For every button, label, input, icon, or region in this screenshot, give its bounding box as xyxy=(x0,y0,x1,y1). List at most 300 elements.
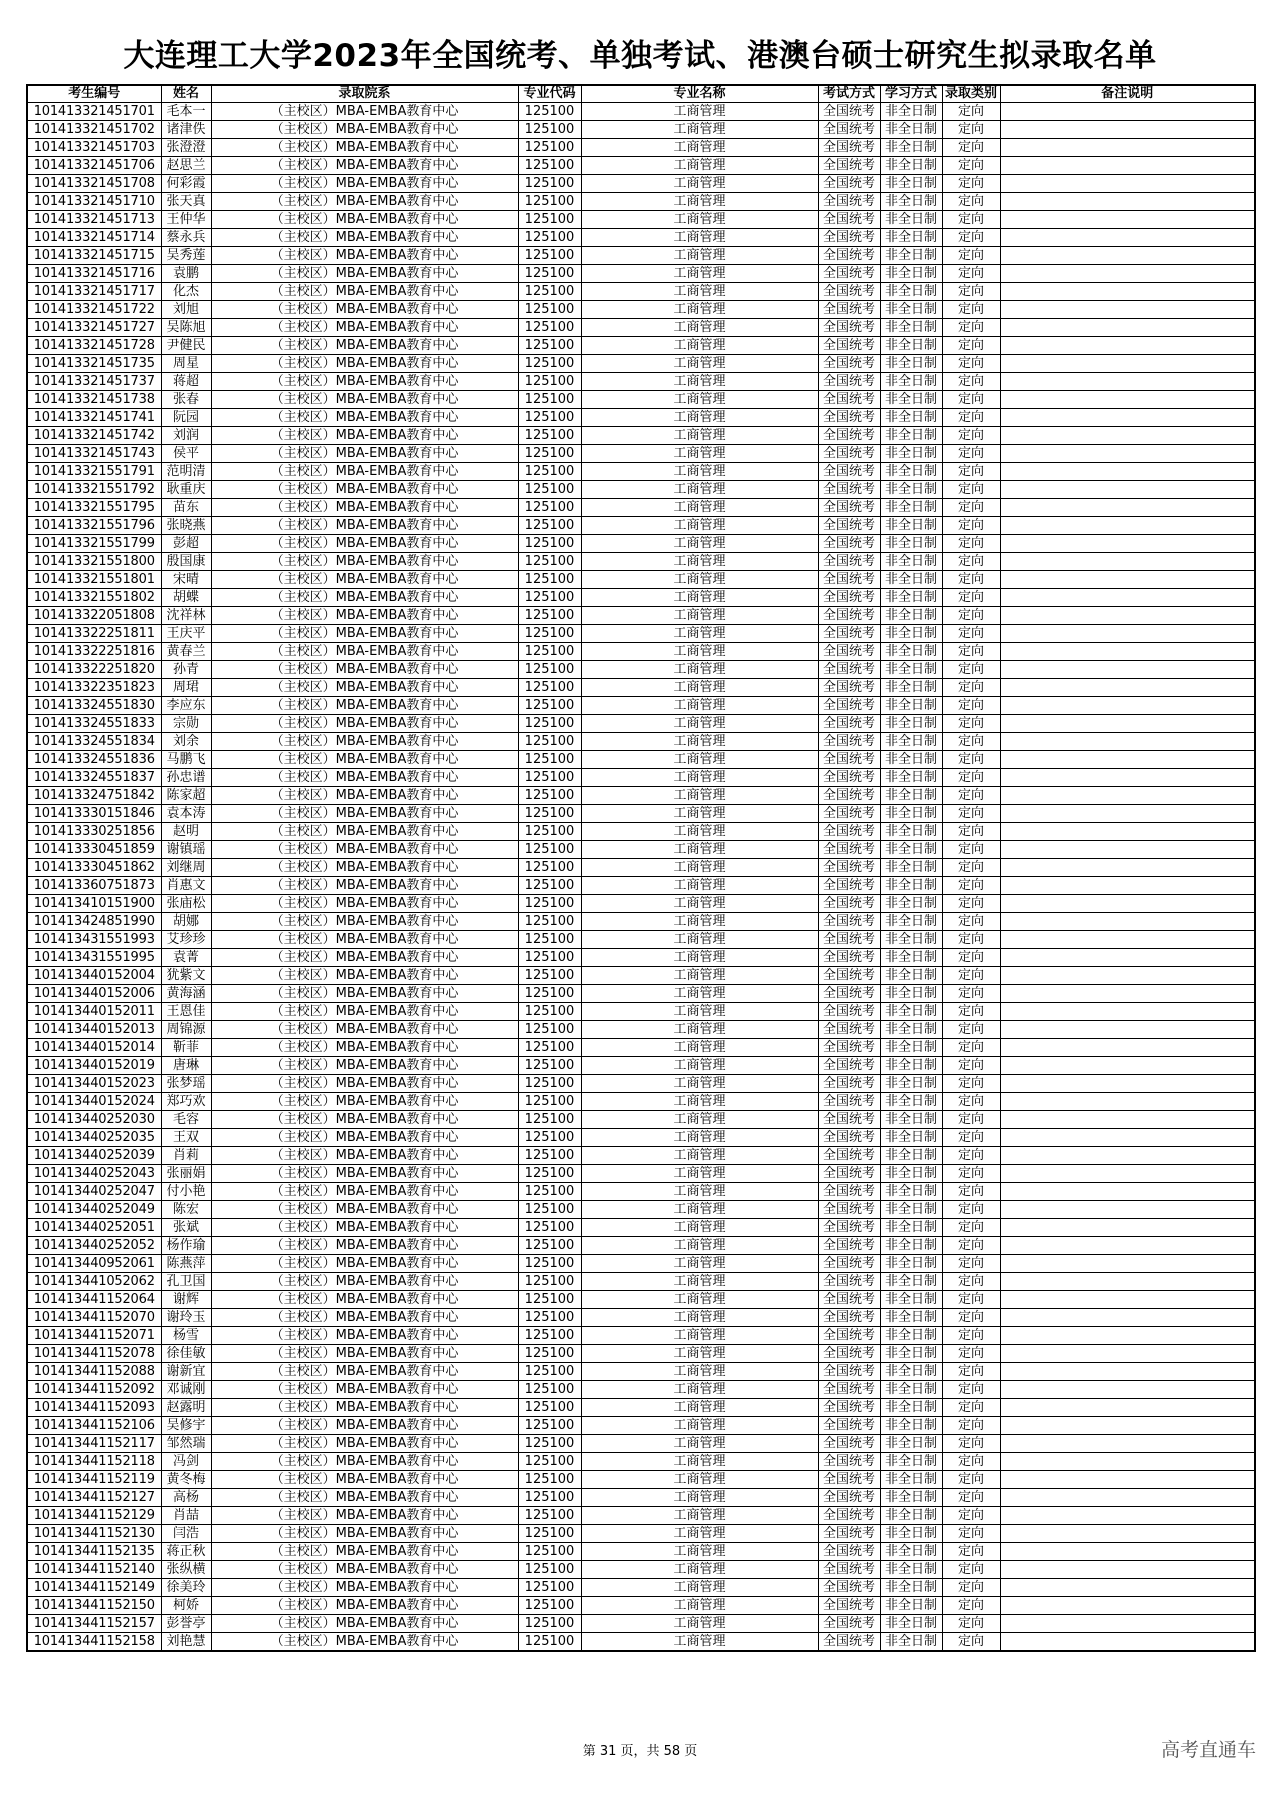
exam-type-cell: 全国统考 xyxy=(818,967,880,985)
exam-id-cell: 101413440252052 xyxy=(27,1237,161,1255)
name-cell: 刘艳慧 xyxy=(161,1633,211,1652)
exam-type-cell: 全国统考 xyxy=(818,301,880,319)
table-row xyxy=(27,949,1255,967)
table-row xyxy=(27,895,1255,913)
department-cell: （主校区）MBA-EMBA教育中心 xyxy=(211,895,518,913)
remarks-cell xyxy=(1000,193,1255,211)
major-name-cell: 工商管理 xyxy=(581,967,818,985)
department-cell: （主校区）MBA-EMBA教育中心 xyxy=(211,1165,518,1183)
major-code-cell: 125100 xyxy=(518,1021,581,1039)
major-name-cell: 工商管理 xyxy=(581,1507,818,1525)
exam-type-cell: 全国统考 xyxy=(818,733,880,751)
exam-type-cell: 全国统考 xyxy=(818,265,880,283)
table-row xyxy=(27,661,1255,679)
name-cell: 孙青 xyxy=(161,661,211,679)
major-code-cell: 125100 xyxy=(518,1237,581,1255)
major-code-cell: 125100 xyxy=(518,1417,581,1435)
department-cell: （主校区）MBA-EMBA教育中心 xyxy=(211,1363,518,1381)
exam-type-cell: 全国统考 xyxy=(818,877,880,895)
major-code-cell: 125100 xyxy=(518,193,581,211)
admission-category-cell: 定向 xyxy=(942,1579,1000,1597)
department-cell: （主校区）MBA-EMBA教育中心 xyxy=(211,1291,518,1309)
department-cell: （主校区）MBA-EMBA教育中心 xyxy=(211,823,518,841)
study-mode-cell: 非全日制 xyxy=(880,337,942,355)
study-mode-cell: 非全日制 xyxy=(880,1057,942,1075)
major-code-cell: 125100 xyxy=(518,139,581,157)
study-mode-cell: 非全日制 xyxy=(880,895,942,913)
name-cell: 谢新宜 xyxy=(161,1363,211,1381)
table-row xyxy=(27,175,1255,193)
table-row xyxy=(27,229,1255,247)
major-name-cell: 工商管理 xyxy=(581,1147,818,1165)
table-row xyxy=(27,535,1255,553)
major-name-cell: 工商管理 xyxy=(581,1165,818,1183)
major-name-cell: 工商管理 xyxy=(581,409,818,427)
table-row xyxy=(27,1363,1255,1381)
study-mode-cell: 非全日制 xyxy=(880,1327,942,1345)
study-mode-cell: 非全日制 xyxy=(880,1525,942,1543)
admission-category-cell: 定向 xyxy=(942,157,1000,175)
major-name-cell: 工商管理 xyxy=(581,553,818,571)
exam-type-cell: 全国统考 xyxy=(818,1363,880,1381)
exam-type-cell: 全国统考 xyxy=(818,535,880,553)
major-code-cell: 125100 xyxy=(518,571,581,589)
remarks-cell xyxy=(1000,805,1255,823)
major-code-cell: 125100 xyxy=(518,229,581,247)
department-cell: （主校区）MBA-EMBA教育中心 xyxy=(211,1273,518,1291)
admission-category-cell: 定向 xyxy=(942,841,1000,859)
table-row xyxy=(27,1471,1255,1489)
admission-category-cell: 定向 xyxy=(942,373,1000,391)
major-code-cell: 125100 xyxy=(518,1165,581,1183)
name-cell: 张天真 xyxy=(161,193,211,211)
header-major-name: 专业名称 xyxy=(581,85,818,103)
name-cell: 周珺 xyxy=(161,679,211,697)
major-code-cell: 125100 xyxy=(518,1057,581,1075)
name-cell: 张梦瑶 xyxy=(161,1075,211,1093)
exam-id-cell: 101413324551836 xyxy=(27,751,161,769)
major-name-cell: 工商管理 xyxy=(581,1021,818,1039)
major-name-cell: 工商管理 xyxy=(581,1597,818,1615)
name-cell: 马鹏飞 xyxy=(161,751,211,769)
remarks-cell xyxy=(1000,175,1255,193)
table-row xyxy=(27,499,1255,517)
name-cell: 毛本一 xyxy=(161,103,211,121)
department-cell: （主校区）MBA-EMBA教育中心 xyxy=(211,1237,518,1255)
exam-type-cell: 全国统考 xyxy=(818,409,880,427)
admission-category-cell: 定向 xyxy=(942,1237,1000,1255)
department-cell: （主校区）MBA-EMBA教育中心 xyxy=(211,1345,518,1363)
exam-id-cell: 101413441152064 xyxy=(27,1291,161,1309)
name-cell: 犹紫文 xyxy=(161,967,211,985)
name-cell: 郑巧欢 xyxy=(161,1093,211,1111)
study-mode-cell: 非全日制 xyxy=(880,787,942,805)
study-mode-cell: 非全日制 xyxy=(880,445,942,463)
department-cell: （主校区）MBA-EMBA教育中心 xyxy=(211,931,518,949)
major-code-cell: 125100 xyxy=(518,859,581,877)
exam-type-cell: 全国统考 xyxy=(818,949,880,967)
major-code-cell: 125100 xyxy=(518,1183,581,1201)
admission-category-cell: 定向 xyxy=(942,985,1000,1003)
remarks-cell xyxy=(1000,301,1255,319)
department-cell: （主校区）MBA-EMBA教育中心 xyxy=(211,211,518,229)
major-code-cell: 125100 xyxy=(518,427,581,445)
admission-category-cell: 定向 xyxy=(942,643,1000,661)
admission-category-cell: 定向 xyxy=(942,715,1000,733)
table-row xyxy=(27,1075,1255,1093)
major-name-cell: 工商管理 xyxy=(581,1561,818,1579)
exam-type-cell: 全国统考 xyxy=(818,679,880,697)
major-name-cell: 工商管理 xyxy=(581,445,818,463)
remarks-cell xyxy=(1000,1003,1255,1021)
table-row xyxy=(27,571,1255,589)
department-cell: （主校区）MBA-EMBA教育中心 xyxy=(211,319,518,337)
remarks-cell xyxy=(1000,1435,1255,1453)
admission-category-cell: 定向 xyxy=(942,103,1000,121)
table-row xyxy=(27,247,1255,265)
exam-id-cell: 101413441152135 xyxy=(27,1543,161,1561)
study-mode-cell: 非全日制 xyxy=(880,805,942,823)
study-mode-cell: 非全日制 xyxy=(880,1291,942,1309)
remarks-cell xyxy=(1000,1543,1255,1561)
major-code-cell: 125100 xyxy=(518,553,581,571)
remarks-cell xyxy=(1000,121,1255,139)
exam-type-cell: 全国统考 xyxy=(818,139,880,157)
exam-id-cell: 101413321451717 xyxy=(27,283,161,301)
exam-id-cell: 101413441152150 xyxy=(27,1597,161,1615)
table-row xyxy=(27,931,1255,949)
admission-category-cell: 定向 xyxy=(942,265,1000,283)
major-code-cell: 125100 xyxy=(518,1633,581,1652)
major-code-cell: 125100 xyxy=(518,1489,581,1507)
exam-type-cell: 全国统考 xyxy=(818,517,880,535)
table-row xyxy=(27,139,1255,157)
major-name-cell: 工商管理 xyxy=(581,1039,818,1057)
major-name-cell: 工商管理 xyxy=(581,877,818,895)
exam-id-cell: 101413321551796 xyxy=(27,517,161,535)
table-row xyxy=(27,697,1255,715)
study-mode-cell: 非全日制 xyxy=(880,1255,942,1273)
major-code-cell: 125100 xyxy=(518,445,581,463)
admission-category-cell: 定向 xyxy=(942,625,1000,643)
table-row xyxy=(27,1543,1255,1561)
remarks-cell xyxy=(1000,985,1255,1003)
study-mode-cell: 非全日制 xyxy=(880,1021,942,1039)
table-row xyxy=(27,481,1255,499)
table-row xyxy=(27,1183,1255,1201)
study-mode-cell: 非全日制 xyxy=(880,1147,942,1165)
major-code-cell: 125100 xyxy=(518,1003,581,1021)
department-cell: （主校区）MBA-EMBA教育中心 xyxy=(211,103,518,121)
table-row xyxy=(27,1039,1255,1057)
remarks-cell xyxy=(1000,913,1255,931)
exam-id-cell: 101413440152011 xyxy=(27,1003,161,1021)
major-code-cell: 125100 xyxy=(518,391,581,409)
study-mode-cell: 非全日制 xyxy=(880,1507,942,1525)
major-code-cell: 125100 xyxy=(518,697,581,715)
table-row xyxy=(27,1021,1255,1039)
study-mode-cell: 非全日制 xyxy=(880,949,942,967)
table-row xyxy=(27,1399,1255,1417)
department-cell: （主校区）MBA-EMBA教育中心 xyxy=(211,1381,518,1399)
remarks-cell xyxy=(1000,553,1255,571)
exam-id-cell: 101413431551993 xyxy=(27,931,161,949)
major-name-cell: 工商管理 xyxy=(581,823,818,841)
remarks-cell xyxy=(1000,1057,1255,1075)
exam-id-cell: 101413321451742 xyxy=(27,427,161,445)
admission-category-cell: 定向 xyxy=(942,697,1000,715)
remarks-cell xyxy=(1000,517,1255,535)
major-code-cell: 125100 xyxy=(518,211,581,229)
admission-category-cell: 定向 xyxy=(942,535,1000,553)
major-name-cell: 工商管理 xyxy=(581,1489,818,1507)
exam-type-cell: 全国统考 xyxy=(818,1201,880,1219)
major-name-cell: 工商管理 xyxy=(581,283,818,301)
major-code-cell: 125100 xyxy=(518,1471,581,1489)
page-title: 大连理工大学2023年全国统考、单独考试、港澳台硕士研究生拟录取名单 xyxy=(123,38,1157,74)
remarks-cell xyxy=(1000,859,1255,877)
exam-type-cell: 全国统考 xyxy=(818,589,880,607)
exam-id-cell: 101413321451735 xyxy=(27,355,161,373)
admission-category-cell: 定向 xyxy=(942,1129,1000,1147)
department-cell: （主校区）MBA-EMBA教育中心 xyxy=(211,1579,518,1597)
study-mode-cell: 非全日制 xyxy=(880,1633,942,1652)
exam-type-cell: 全国统考 xyxy=(818,247,880,265)
remarks-cell xyxy=(1000,589,1255,607)
study-mode-cell: 非全日制 xyxy=(880,247,942,265)
department-cell: （主校区）MBA-EMBA教育中心 xyxy=(211,139,518,157)
major-name-cell: 工商管理 xyxy=(581,1417,818,1435)
name-cell: 谢辉 xyxy=(161,1291,211,1309)
name-cell: 李应东 xyxy=(161,697,211,715)
table-row xyxy=(27,211,1255,229)
admission-category-cell: 定向 xyxy=(942,499,1000,517)
name-cell: 赵明 xyxy=(161,823,211,841)
study-mode-cell: 非全日制 xyxy=(880,1219,942,1237)
table-header-row xyxy=(27,85,1255,103)
department-cell: （主校区）MBA-EMBA教育中心 xyxy=(211,463,518,481)
admission-category-cell: 定向 xyxy=(942,1381,1000,1399)
header-admission-category: 录取类别 xyxy=(942,85,1000,103)
remarks-cell xyxy=(1000,355,1255,373)
name-cell: 蒋正秋 xyxy=(161,1543,211,1561)
remarks-cell xyxy=(1000,931,1255,949)
department-cell: （主校区）MBA-EMBA教育中心 xyxy=(211,409,518,427)
remarks-cell xyxy=(1000,1165,1255,1183)
major-name-cell: 工商管理 xyxy=(581,301,818,319)
exam-id-cell: 101413440152023 xyxy=(27,1075,161,1093)
admission-category-cell: 定向 xyxy=(942,139,1000,157)
remarks-cell xyxy=(1000,949,1255,967)
exam-id-cell: 101413321451743 xyxy=(27,445,161,463)
name-cell: 彭誉亭 xyxy=(161,1615,211,1633)
exam-id-cell: 101413321451708 xyxy=(27,175,161,193)
table-row xyxy=(27,769,1255,787)
table-row xyxy=(27,841,1255,859)
name-cell: 邓诚刚 xyxy=(161,1381,211,1399)
major-name-cell: 工商管理 xyxy=(581,1327,818,1345)
remarks-cell xyxy=(1000,607,1255,625)
exam-id-cell: 101413330451862 xyxy=(27,859,161,877)
exam-id-cell: 101413321451741 xyxy=(27,409,161,427)
header-exam-type: 考试方式 xyxy=(818,85,880,103)
major-code-cell: 125100 xyxy=(518,535,581,553)
major-name-cell: 工商管理 xyxy=(581,535,818,553)
admission-category-cell: 定向 xyxy=(942,1021,1000,1039)
major-name-cell: 工商管理 xyxy=(581,481,818,499)
major-name-cell: 工商管理 xyxy=(581,103,818,121)
remarks-cell xyxy=(1000,1219,1255,1237)
major-name-cell: 工商管理 xyxy=(581,157,818,175)
major-name-cell: 工商管理 xyxy=(581,643,818,661)
remarks-cell xyxy=(1000,877,1255,895)
admission-category-cell: 定向 xyxy=(942,931,1000,949)
remarks-cell xyxy=(1000,535,1255,553)
major-code-cell: 125100 xyxy=(518,1579,581,1597)
exam-id-cell: 101413321551792 xyxy=(27,481,161,499)
table-row xyxy=(27,1561,1255,1579)
department-cell: （主校区）MBA-EMBA教育中心 xyxy=(211,769,518,787)
department-cell: （主校区）MBA-EMBA教育中心 xyxy=(211,481,518,499)
exam-type-cell: 全国统考 xyxy=(818,1075,880,1093)
study-mode-cell: 非全日制 xyxy=(880,1309,942,1327)
exam-id-cell: 101413324751842 xyxy=(27,787,161,805)
name-cell: 唐琳 xyxy=(161,1057,211,1075)
name-cell: 蒋超 xyxy=(161,373,211,391)
department-cell: （主校区）MBA-EMBA教育中心 xyxy=(211,967,518,985)
department-cell: （主校区）MBA-EMBA教育中心 xyxy=(211,301,518,319)
study-mode-cell: 非全日制 xyxy=(880,571,942,589)
remarks-cell xyxy=(1000,1291,1255,1309)
major-code-cell: 125100 xyxy=(518,319,581,337)
name-cell: 杨雪 xyxy=(161,1327,211,1345)
admission-category-cell: 定向 xyxy=(942,1399,1000,1417)
department-cell: （主校区）MBA-EMBA教育中心 xyxy=(211,1399,518,1417)
name-cell: 刘余 xyxy=(161,733,211,751)
major-code-cell: 125100 xyxy=(518,1219,581,1237)
major-code-cell: 125100 xyxy=(518,877,581,895)
exam-type-cell: 全国统考 xyxy=(818,1615,880,1633)
study-mode-cell: 非全日制 xyxy=(880,499,942,517)
remarks-cell xyxy=(1000,103,1255,121)
remarks-cell xyxy=(1000,1507,1255,1525)
name-cell: 陈宏 xyxy=(161,1201,211,1219)
department-cell: （主校区）MBA-EMBA教育中心 xyxy=(211,1615,518,1633)
exam-type-cell: 全国统考 xyxy=(818,1183,880,1201)
admission-category-cell: 定向 xyxy=(942,1291,1000,1309)
department-cell: （主校区）MBA-EMBA教育中心 xyxy=(211,1507,518,1525)
department-cell: （主校区）MBA-EMBA教育中心 xyxy=(211,445,518,463)
department-cell: （主校区）MBA-EMBA教育中心 xyxy=(211,1021,518,1039)
name-cell: 耿重庆 xyxy=(161,481,211,499)
name-cell: 蔡永兵 xyxy=(161,229,211,247)
exam-type-cell: 全国统考 xyxy=(818,1057,880,1075)
remarks-cell xyxy=(1000,1417,1255,1435)
table-row xyxy=(27,553,1255,571)
exam-id-cell: 101413440252035 xyxy=(27,1129,161,1147)
major-code-cell: 125100 xyxy=(518,1615,581,1633)
exam-id-cell: 101413321551799 xyxy=(27,535,161,553)
exam-id-cell: 101413441152157 xyxy=(27,1615,161,1633)
admission-category-cell: 定向 xyxy=(942,1345,1000,1363)
exam-id-cell: 101413321451701 xyxy=(27,103,161,121)
admission-category-cell: 定向 xyxy=(942,1615,1000,1633)
major-name-cell: 工商管理 xyxy=(581,1435,818,1453)
major-name-cell: 工商管理 xyxy=(581,427,818,445)
major-code-cell: 125100 xyxy=(518,985,581,1003)
table-row xyxy=(27,859,1255,877)
major-name-cell: 工商管理 xyxy=(581,1615,818,1633)
remarks-cell xyxy=(1000,283,1255,301)
study-mode-cell: 非全日制 xyxy=(880,409,942,427)
remarks-cell xyxy=(1000,643,1255,661)
exam-id-cell: 101413441152158 xyxy=(27,1633,161,1652)
admission-category-cell: 定向 xyxy=(942,211,1000,229)
admission-category-cell: 定向 xyxy=(942,247,1000,265)
study-mode-cell: 非全日制 xyxy=(880,841,942,859)
name-cell: 孔卫国 xyxy=(161,1273,211,1291)
major-name-cell: 工商管理 xyxy=(581,1237,818,1255)
remarks-cell xyxy=(1000,1129,1255,1147)
name-cell: 宋晴 xyxy=(161,571,211,589)
exam-id-cell: 101413321451722 xyxy=(27,301,161,319)
department-cell: （主校区）MBA-EMBA教育中心 xyxy=(211,193,518,211)
department-cell: （主校区）MBA-EMBA教育中心 xyxy=(211,697,518,715)
exam-type-cell: 全国统考 xyxy=(818,841,880,859)
exam-id-cell: 101413321551802 xyxy=(27,589,161,607)
department-cell: （主校区）MBA-EMBA教育中心 xyxy=(211,571,518,589)
major-name-cell: 工商管理 xyxy=(581,1201,818,1219)
major-name-cell: 工商管理 xyxy=(581,139,818,157)
exam-type-cell: 全国统考 xyxy=(818,175,880,193)
exam-id-cell: 101413441152117 xyxy=(27,1435,161,1453)
major-name-cell: 工商管理 xyxy=(581,571,818,589)
admission-category-cell: 定向 xyxy=(942,1543,1000,1561)
major-name-cell: 工商管理 xyxy=(581,337,818,355)
admission-category-cell: 定向 xyxy=(942,1003,1000,1021)
table-row xyxy=(27,193,1255,211)
department-cell: （主校区）MBA-EMBA教育中心 xyxy=(211,373,518,391)
major-code-cell: 125100 xyxy=(518,931,581,949)
header-department: 录取院系 xyxy=(211,85,518,103)
table-row xyxy=(27,1525,1255,1543)
remarks-cell xyxy=(1000,211,1255,229)
major-name-cell: 工商管理 xyxy=(581,607,818,625)
admission-category-cell: 定向 xyxy=(942,1471,1000,1489)
exam-type-cell: 全国统考 xyxy=(818,895,880,913)
major-name-cell: 工商管理 xyxy=(581,1345,818,1363)
admission-category-cell: 定向 xyxy=(942,877,1000,895)
name-cell: 赵露明 xyxy=(161,1399,211,1417)
remarks-cell xyxy=(1000,445,1255,463)
department-cell: （主校区）MBA-EMBA教育中心 xyxy=(211,715,518,733)
major-name-cell: 工商管理 xyxy=(581,931,818,949)
exam-id-cell: 101413321451714 xyxy=(27,229,161,247)
major-name-cell: 工商管理 xyxy=(581,859,818,877)
table-row xyxy=(27,1201,1255,1219)
exam-type-cell: 全国统考 xyxy=(818,859,880,877)
name-cell: 肖莉 xyxy=(161,1147,211,1165)
remarks-cell xyxy=(1000,1453,1255,1471)
table-row xyxy=(27,445,1255,463)
exam-type-cell: 全国统考 xyxy=(818,1345,880,1363)
study-mode-cell: 非全日制 xyxy=(880,283,942,301)
admission-category-cell: 定向 xyxy=(942,1597,1000,1615)
major-name-cell: 工商管理 xyxy=(581,1057,818,1075)
exam-type-cell: 全国统考 xyxy=(818,1489,880,1507)
admission-category-cell: 定向 xyxy=(942,1363,1000,1381)
study-mode-cell: 非全日制 xyxy=(880,625,942,643)
